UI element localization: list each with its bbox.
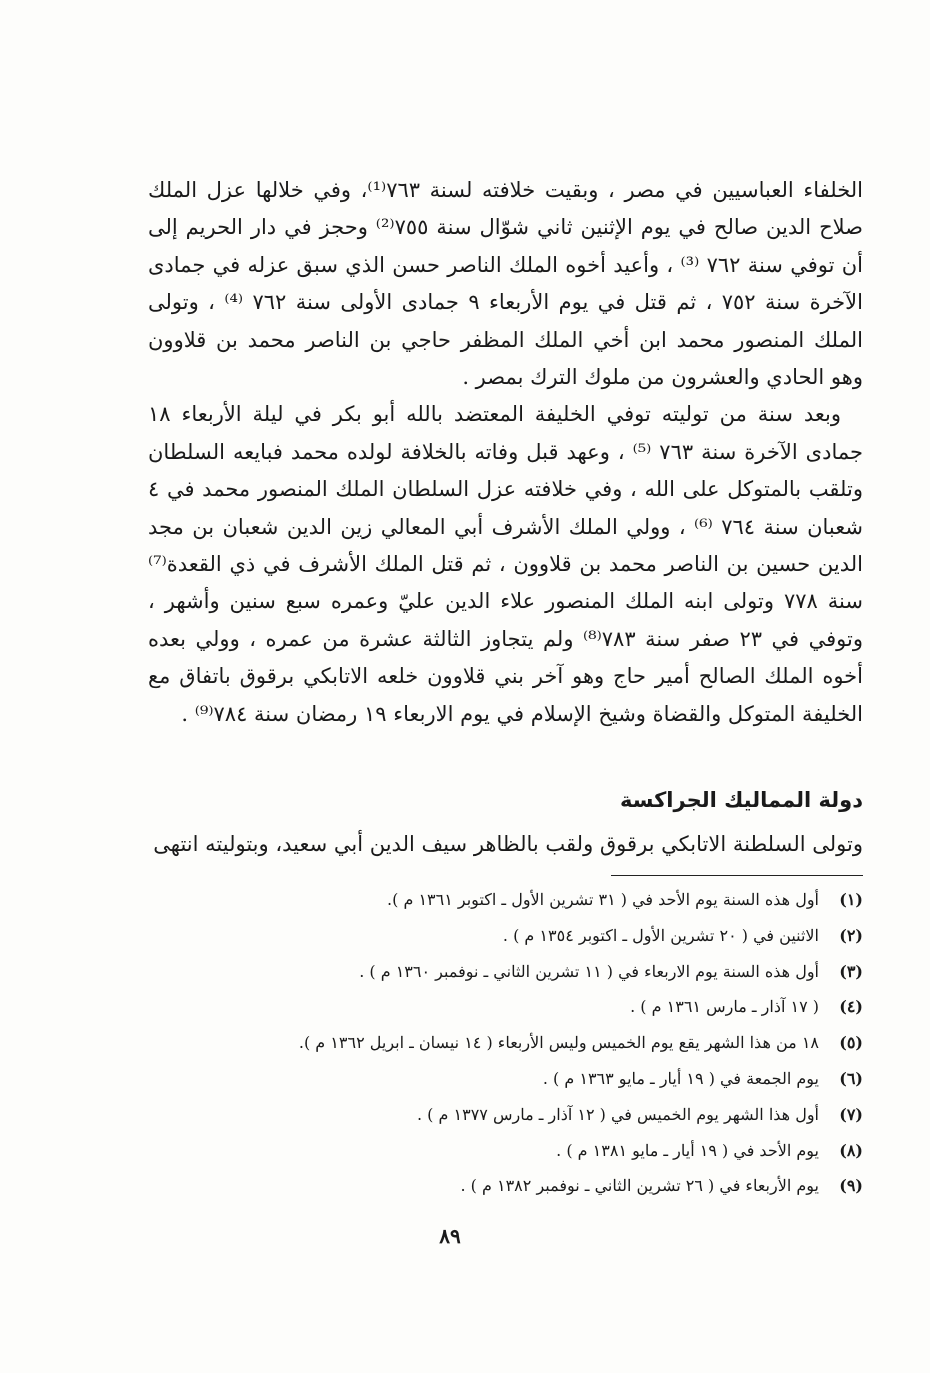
footnote-number: (٨) — [839, 1140, 863, 1160]
closing-line: وتولى السلطنة الاتابكي برقوق ولقب بالظاهر سيف الدين أبي سعيد، وبتوليته انتهى — [153, 832, 863, 856]
footnote-divider — [611, 875, 863, 876]
footnote-item — [143, 954, 863, 990]
footnote-number: (٤) — [839, 997, 863, 1017]
section-heading: دولة المماليك الجراكسة — [619, 788, 863, 812]
footnote-number: (٣) — [839, 961, 863, 981]
footnote-item — [143, 1097, 863, 1133]
footnote-text: يوم الأحد في ( ١٩ أيار ـ مايو ١٣٨١ م ) . — [556, 1140, 819, 1160]
footnote-number: (٢) — [839, 925, 863, 945]
footnote-text: أول هذه السنة يوم الاربعاء في ( ١١ تشرين الثاني ـ نوفمبر ١٣٦٠ م ) . — [359, 961, 819, 981]
footnote-text: يوم الجمعة في ( ١٩ أيار ـ مايو ١٣٦٣ م ) . — [542, 1068, 819, 1088]
page-number-wrap — [0, 1224, 930, 1248]
footnote-item — [143, 882, 863, 918]
footnote-text: ( ١٧ آذار ـ مارس ١٣٦١ م ) . — [630, 997, 819, 1017]
footnote-item — [143, 918, 863, 954]
page-number: ٨٩ — [439, 1224, 461, 1248]
footnote-number: (١) — [839, 890, 863, 909]
footnote-text: يوم الأربعاء في ( ٢٦ تشرين الثاني ـ نوفمبر ١٣٨٢ م ) . — [460, 1176, 819, 1196]
footnote-text: أول هذه السنة يوم الأحد في ( ٣١ تشرين الأول ـ اكتوبر ١٣٦١ م ). — [387, 890, 819, 909]
footnote-number: (٦) — [839, 1068, 863, 1088]
footnote-item — [143, 1168, 863, 1204]
paragraph-2: وبعد سنة من توليته توفي الخليفة المعتضد بالله أبو بكر في ليلة الأربعاء ١٨ جمادى الآخرة سنة ٧٦٣ ⁽⁵⁾ ، وعهد قبل وفاته بالخلافة لولده محمد فبايعه السلطان وتلقب بالمتوكل على الله ، وفي خلافته عزل السلطان الملك المنصور محمد في ٤ شعبان سنة ٧٦٤ ⁽⁶⁾ ، وولي الملك الأشرف أبي المعالي زين الدين شعبان بن مجد الدين حسين بن الناصر محمد بن قلاوون ، ثم قتل الملك الأشرف في ذي القعدة⁽⁷⁾ سنة ٧٧٨ وتولى ابنه الملك المنصور علاء الدين عليّ وعمره سبع سنين وأشهر ، وتوفي في ٢٣ صفر سنة ٧٨٣⁽⁸⁾ ولم يتجاوز الثالثة عشرة من عمره ، وولي بعده أخوه الملك الصالح أمير حاج وهو آخر بني قلاوون خلعه الاتابكي برقوق باتفاق مع الخليفة المتوكل والقضاة وشيخ الإسلام في يوم الاربعاء ١٩ رمضان سنة ٧٨٤⁽⁹⁾ . — [148, 402, 863, 726]
footnote-text: الاثنين في ( ٢٠ تشرين الأول ـ اكتوبر ١٣٥٤ م ) . — [502, 925, 819, 945]
footnote-item — [143, 1133, 863, 1169]
footnote-number: (٥) — [839, 1033, 863, 1053]
footnotes-list — [143, 882, 863, 1204]
paragraph-1: الخلفاء العباسيين في مصر ، وبقيت خلافته لسنة ٧٦٣⁽¹⁾، وفي خلالها عزل الملك صلاح الدين صالح في يوم الإثنين ثاني شوّال سنة ٧٥٥⁽²⁾ وحجز في دار الحريم إلى أن توفي سنة ٧٦٢ ⁽³⁾ ، وأعيد أخوه الملك الناصر حسن الذي سبق عزله في جمادى الآخرة سنة ٧٥٢ ، ثم قتل في يوم الأربعاء ٩ جمادى الأولى سنة ٧٦٢ ⁽⁴⁾ ، وتولى الملك المنصور محمد ابن أخي الملك المظفر حاجي بن الناصر محمد بن قلاوون وهو الحادي والعشرون من ملوك الترك بمصر . — [148, 178, 863, 390]
main-text — [148, 172, 863, 733]
footnote-number: (٧) — [839, 1104, 863, 1124]
footnote-text: أول هذا الشهر يوم الخميس في ( ١٢ آذار ـ مارس ١٣٧٧ م ) . — [417, 1104, 819, 1124]
footnote-item — [143, 1025, 863, 1061]
footnote-item — [143, 1061, 863, 1097]
footnote-text: ١٨ من هذا الشهر يقع يوم الخميس وليس الأربعاء ( ١٤ نيسان ـ ابريل ١٣٦٢ م ). — [298, 1033, 819, 1053]
footnote-number: (٩) — [839, 1176, 863, 1196]
footnote-item — [143, 989, 863, 1025]
